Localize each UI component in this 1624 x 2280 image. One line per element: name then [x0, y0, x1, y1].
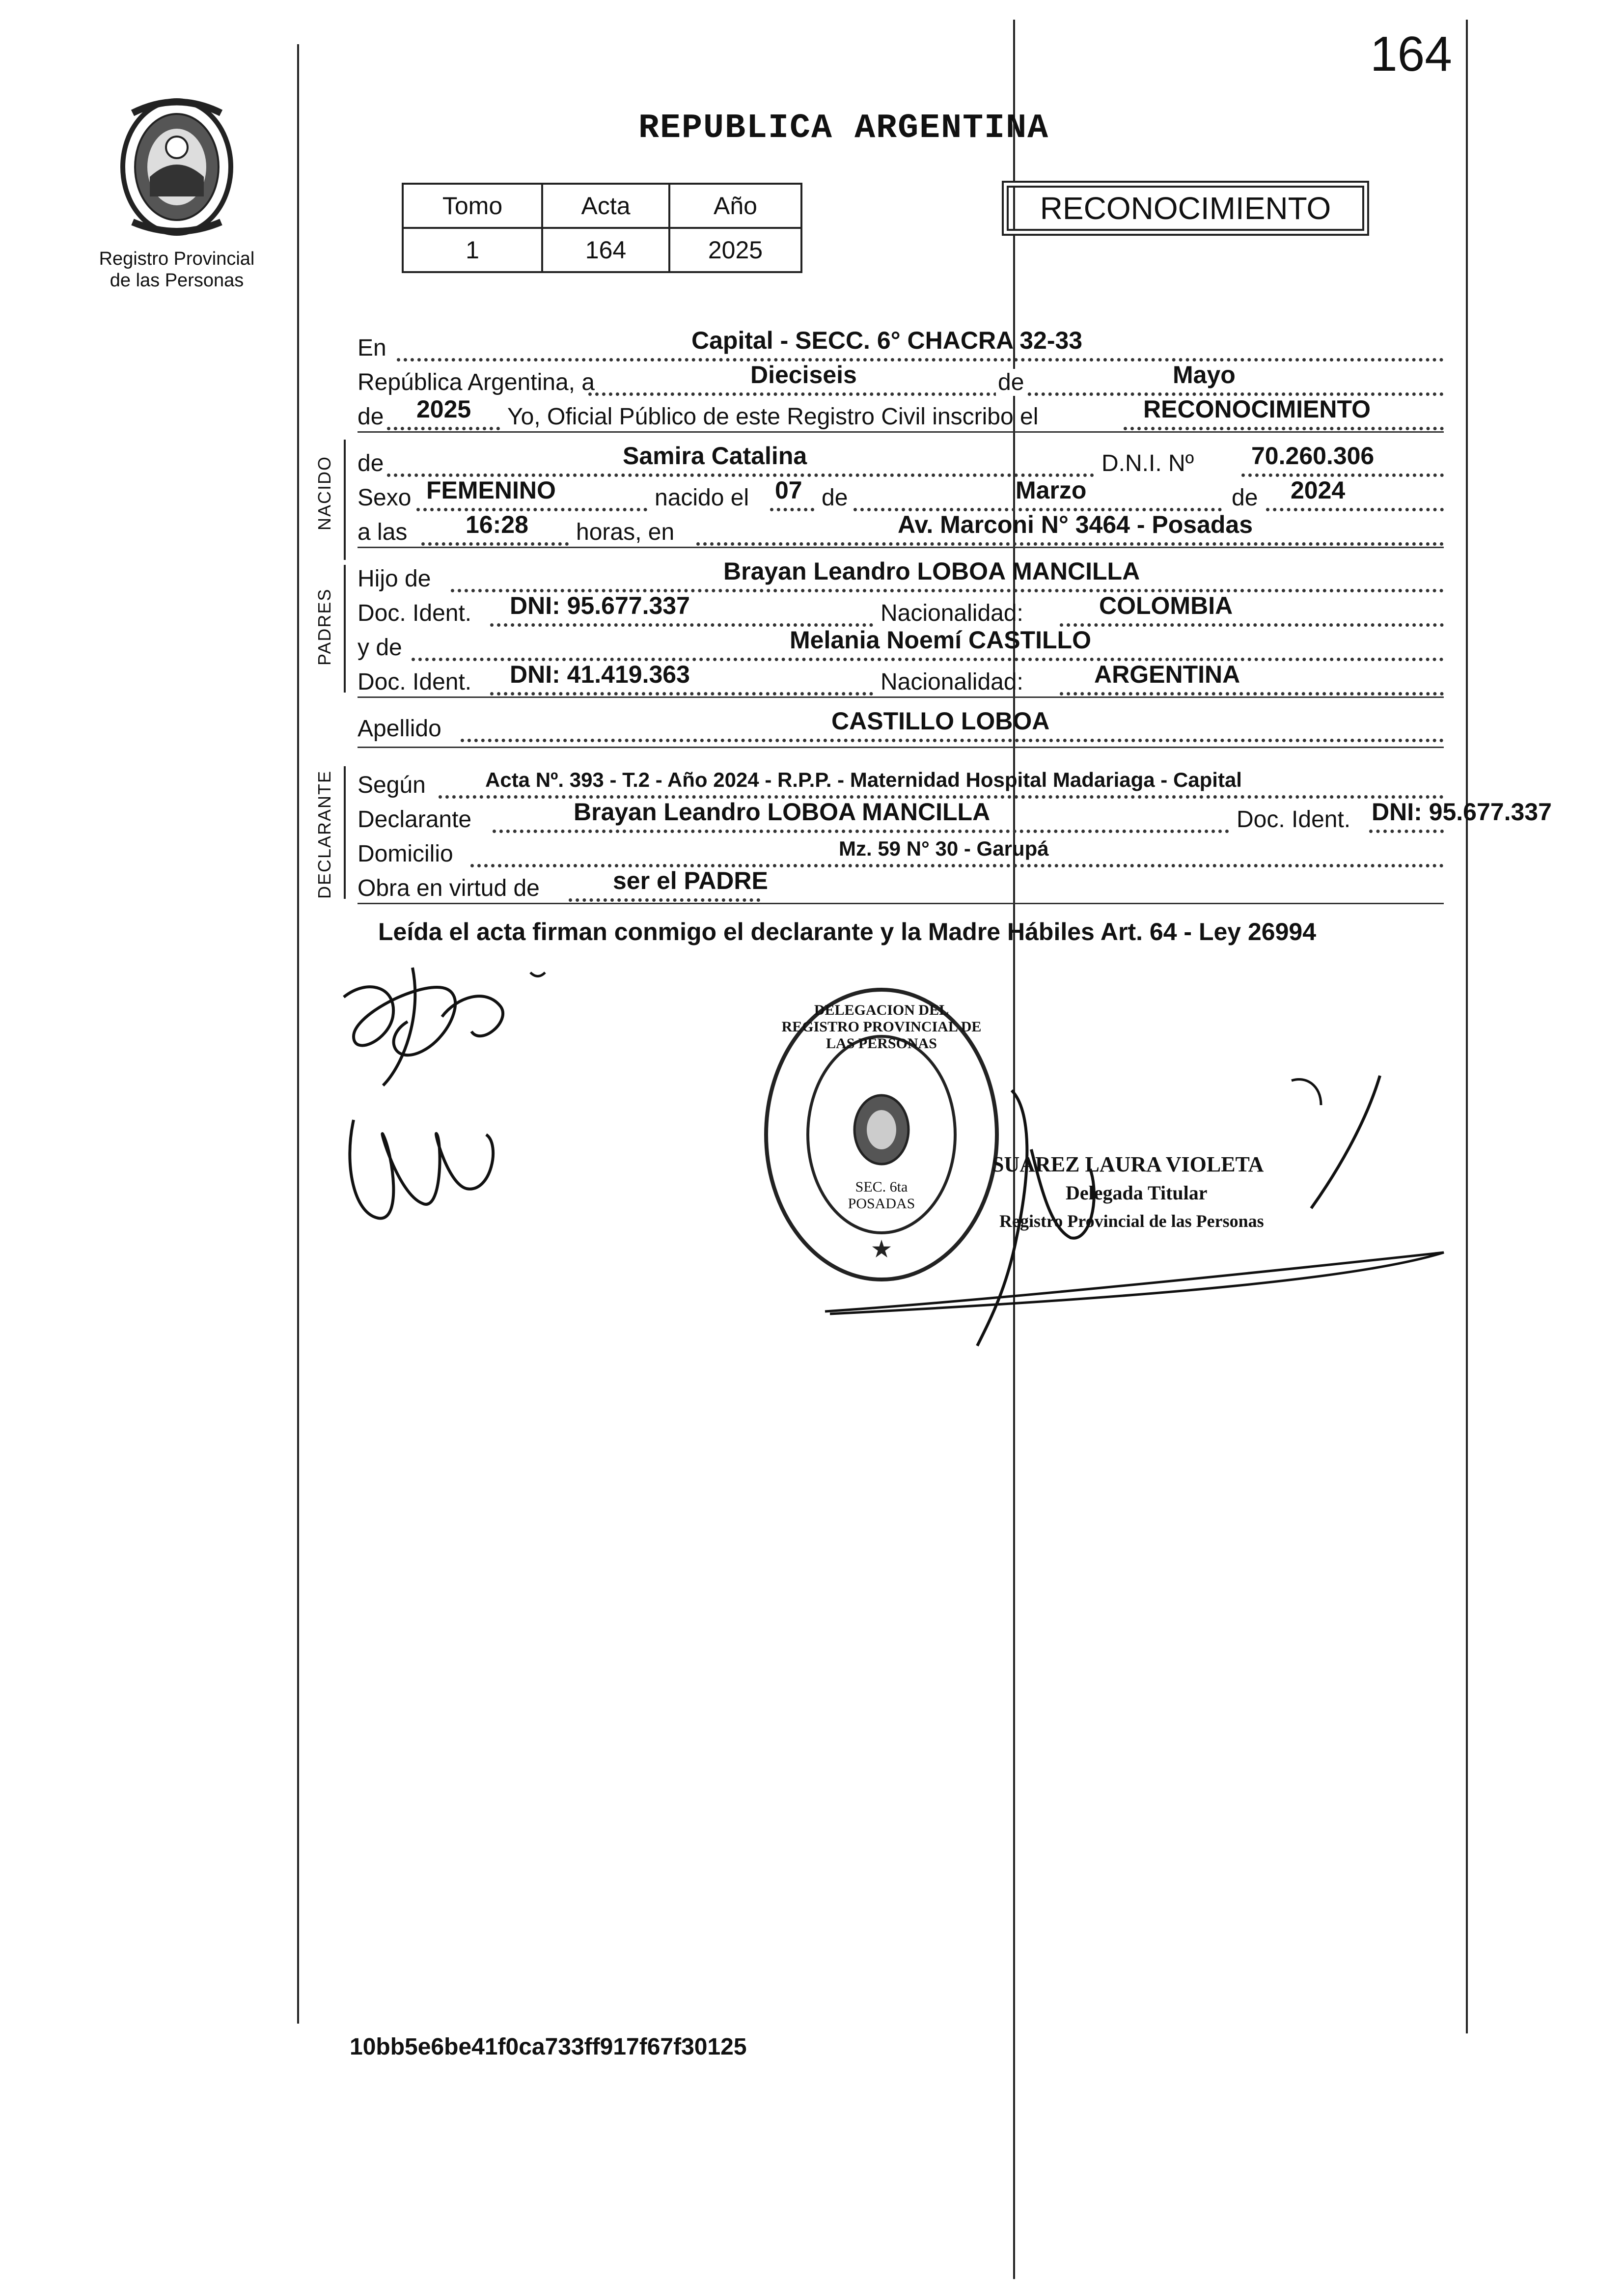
madre-value: Melania Noemí CASTILLO	[790, 626, 1091, 654]
stamp-outer-text: DELEGACION DEL REGISTRO PROVINCIAL DE LAS PERSONAS	[781, 1002, 982, 1052]
doc-label-padre: Doc. Ident.	[358, 600, 472, 626]
row-declarante	[358, 798, 1552, 835]
padre-doc-value: DNI: 95.677.337	[510, 592, 690, 619]
document-title: REPUBLICA ARGENTINA	[638, 109, 1049, 148]
tomo-value: 1	[403, 228, 542, 272]
registry-logo	[83, 93, 270, 291]
left-margin-line	[297, 44, 299, 2024]
de-label-4: de	[822, 485, 848, 511]
declarante-doc-label: Doc. Ident.	[1237, 806, 1351, 833]
lugar-value: Av. Marconi N° 3464 - Posadas	[898, 511, 1253, 538]
segun-label: Según	[358, 772, 426, 798]
dni-value: 70.260.306	[1251, 442, 1375, 470]
row-oficial	[358, 395, 1444, 432]
de-label-3: de	[358, 450, 384, 476]
act-type-box: RECONOCIMIENTO	[1002, 181, 1369, 236]
yde-label: y de	[358, 635, 402, 661]
domicilio-value: Mz. 59 N° 30 - Garupá	[839, 837, 1049, 860]
domicilio-label: Domicilio	[358, 841, 453, 867]
de-label-5: de	[1232, 485, 1258, 511]
en-value: Capital - SECC. 6° CHACRA 32-33	[691, 327, 1083, 354]
nacido-label: nacido el	[655, 485, 749, 511]
declarante-doc-value: DNI: 95.677.337	[1372, 798, 1552, 826]
doc-label-madre: Doc. Ident.	[358, 669, 472, 695]
tomo-header: Tomo	[403, 184, 542, 228]
nacimiento-anio: 2024	[1291, 476, 1346, 504]
logo-caption-line2: de las Personas	[110, 270, 244, 291]
declarante-bracket	[344, 766, 346, 899]
separator-2	[358, 547, 1444, 548]
horas-en-label: horas, en	[576, 519, 675, 545]
nombre-value: Samira Catalina	[623, 442, 807, 470]
page-number: 164	[1370, 27, 1452, 82]
official-title: Delegada Titular	[1066, 1182, 1208, 1204]
dia-value: Dieciseis	[750, 361, 857, 389]
madre-nacionalidad: ARGENTINA	[1094, 661, 1240, 688]
hijo-label: Hijo de	[358, 566, 431, 592]
separator-4	[358, 747, 1444, 748]
republica-label: República Argentina, a	[358, 369, 595, 395]
en-label: En	[358, 335, 386, 361]
official-name: SUAREZ LAURA VIOLETA	[992, 1152, 1264, 1176]
declarante-signature-icon	[324, 958, 579, 1262]
row-madre	[358, 626, 1444, 663]
row-nombre	[358, 442, 1444, 479]
row-hora	[358, 513, 1444, 548]
side-label-declarante: DECLARANTE	[314, 770, 334, 899]
row-madre-doc	[358, 663, 1444, 697]
de-label-2: de	[358, 404, 384, 430]
obra-value: ser el PADRE	[613, 867, 768, 894]
row-segun	[358, 766, 1444, 801]
anio-inscripcion: 2025	[416, 395, 471, 423]
row-en	[358, 329, 1444, 363]
registry-stamp	[759, 982, 1004, 1287]
row-domicilio	[358, 835, 1444, 869]
closing-statement: Leída el acta firman conmigo el declarante y la Madre Hábiles Art. 64 - Ley 26994	[378, 918, 1317, 945]
sexo-value: FEMENINO	[426, 476, 556, 504]
logo-caption-line1: Registro Provincial	[99, 249, 255, 269]
anio-value: 2025	[669, 228, 801, 272]
de-label-1: de	[996, 369, 1026, 396]
svg-text:★: ★	[870, 1235, 893, 1263]
nacionalidad-label-madre: Nacionalidad:	[881, 669, 1023, 695]
acta-header: Acta	[542, 184, 669, 228]
row-apellido	[358, 707, 1444, 744]
stamp-inner-text: SEC. 6ta POSADAS	[848, 1179, 915, 1212]
separator-3	[358, 696, 1444, 698]
apellido-label: Apellido	[358, 716, 441, 742]
side-label-nacido: NACIDO	[314, 455, 334, 530]
nacionalidad-label-padre: Nacionalidad:	[881, 600, 1023, 626]
tipo-acta-value: RECONOCIMIENTO	[1143, 395, 1371, 423]
nacimiento-mes: Marzo	[1016, 476, 1087, 504]
province-seal-icon	[113, 93, 241, 241]
oficial-text: Yo, Oficial Público de este Registro Civil inscribo el	[507, 404, 1039, 430]
declarante-value: Brayan Leandro LOBOA MANCILLA	[574, 798, 991, 826]
obra-label: Obra en virtud de	[358, 875, 540, 901]
row-padre-doc	[358, 594, 1444, 629]
row-padre	[358, 557, 1444, 594]
sexo-label: Sexo	[358, 485, 412, 511]
padre-nacionalidad: COLOMBIA	[1099, 592, 1233, 619]
nacido-bracket	[344, 440, 346, 560]
official-office: Registro Provincial de las Personas	[999, 1211, 1264, 1231]
madre-doc-value: DNI: 41.419.363	[510, 661, 690, 688]
dni-label: D.N.I. Nº	[1101, 450, 1194, 476]
padres-bracket	[344, 565, 346, 693]
mes-value: Mayo	[1173, 361, 1236, 389]
row-obra	[358, 869, 1444, 904]
right-margin-line	[1466, 20, 1468, 2033]
apellido-value: CASTILLO LOBOA	[831, 707, 1050, 735]
side-label-padres: PADRES	[314, 588, 334, 666]
row-republica	[358, 363, 1444, 398]
hora-value: 16:28	[466, 511, 528, 538]
nacimiento-dia: 07	[775, 476, 802, 504]
row-sexo	[358, 476, 1444, 513]
acta-value: 164	[542, 228, 669, 272]
declarante-label: Declarante	[358, 806, 472, 833]
separator-1	[358, 431, 1444, 433]
anio-header: Año	[669, 184, 801, 228]
separator-5	[358, 903, 1444, 904]
segun-value: Acta Nº. 393 - T.2 - Año 2024 - R.P.P. - Maternidad Hospital Madariaga - Capital	[485, 768, 1242, 791]
document-hash: 10bb5e6be41f0ca733ff917f67f30125	[350, 2034, 747, 2060]
registry-index-table	[402, 183, 802, 273]
alas-label: a las	[358, 519, 408, 545]
padre-value: Brayan Leandro LOBOA MANCILLA	[723, 557, 1140, 585]
